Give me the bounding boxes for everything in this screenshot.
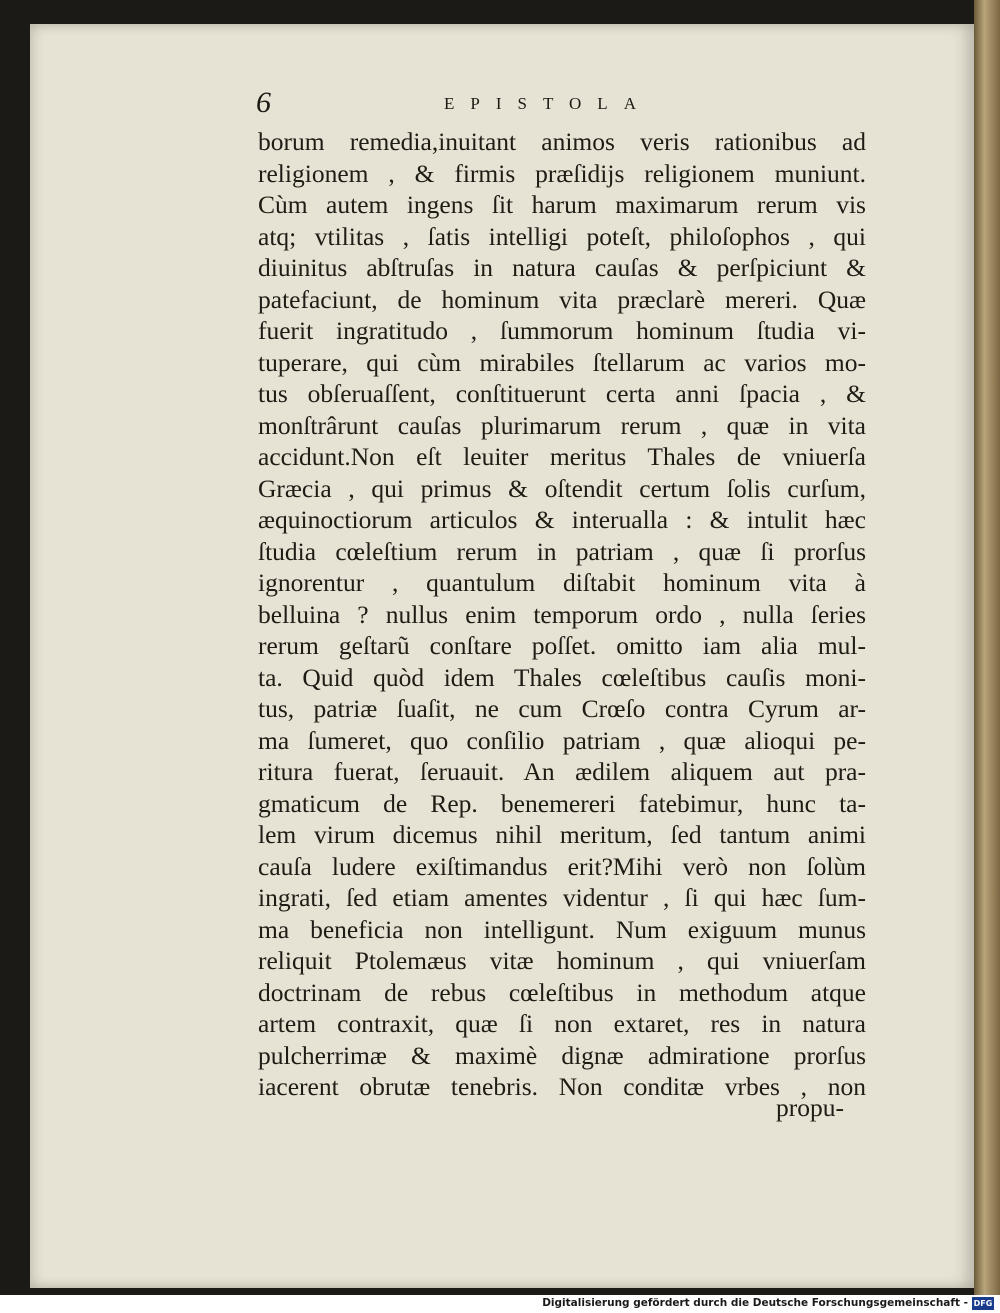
- text-line: monſtrârunt cauſas plurimarum rerum , quæ in vita: [258, 410, 866, 440]
- text-line: lem virum dicemus nihil meritum, ſed tantum animi: [258, 820, 866, 849]
- text-line: æquinoctiorum articulos & interualla : & intulit hæc: [258, 505, 866, 534]
- text-line: cauſa ludere exiſtimandus erit?Mihi verò non ſolùm: [258, 851, 866, 881]
- text-line: doctrinam de rebus cœleſtibus in methodum atque: [258, 977, 866, 1007]
- text-line: tuperare, qui cùm mirabiles ſtellarum ac varios mo-: [258, 347, 866, 377]
- text-line: fuerit ingratitudo , ſummorum hominum ſtudia vi-: [258, 316, 866, 345]
- footer-credit: Digitalisierung gefördert durch die Deutsche Forschungsgemeinschaft -: [542, 1297, 968, 1309]
- text-line: tus obſeruaſſent, conſtituerunt certa anni ſpacia , &: [258, 379, 866, 408]
- text-line: tus, patriæ ſuaſit, ne cum Crœſo contra Cyrum ar-: [258, 694, 866, 723]
- text-line: belluina ? nullus enim temporum ordo , nulla ſeries: [258, 599, 866, 629]
- page-header: [252, 84, 864, 124]
- text-line: pulcherrimæ & maximè dignæ admiratione prorſus: [258, 1040, 866, 1070]
- text-line: ta. Quid quòd idem Thales cœleſtibus cauſis moni-: [258, 662, 866, 692]
- text-line: ritura fuerat, ſeruauit. An ædilem aliquem aut pra-: [258, 757, 866, 786]
- text-line: ingrati, ſed etiam amentes videntur , ſi qui hæc ſum-: [258, 883, 866, 912]
- text-line: ma ſumeret, quo conſilio patriam , quæ alioqui pe-: [258, 725, 866, 755]
- text-line: borum remedia,inuitant animos veris rationibus ad: [258, 127, 866, 156]
- text-line: ignorentur , quantulum diſtabit hominum vita à: [258, 568, 866, 597]
- text-line: atq; vtilitas , ſatis intelligi poteſt, philoſophos , qui: [258, 221, 866, 251]
- text-line: diuinitus abſtruſas in natura cauſas & perſpiciunt &: [258, 253, 866, 282]
- text-line: artem contraxit, quæ ſi non extaret, res in natura: [258, 1009, 866, 1038]
- running-head: EPISTOLA: [444, 94, 652, 113]
- text-line: accidunt.Non eſt leuiter meritus Thales de vniuerſa: [258, 442, 866, 471]
- dfg-logo: DFG: [973, 1299, 993, 1308]
- text-line: ſtudia cœleſtium rerum in patriam , quæ ſi prorſus: [258, 536, 866, 566]
- text-line: Græcia , qui primus & oſtendit certum ſolis curſum,: [258, 473, 866, 503]
- text-line: religionem , & firmis præſidijs religionem muniunt.: [258, 158, 866, 188]
- text-line: reliquit Ptolemæus vitæ hominum , qui vniuerſam: [258, 946, 866, 975]
- text-line: gmaticum de Rep. benemereri fatebimur, hunc ta-: [258, 788, 866, 818]
- book-spine-edge: [974, 0, 1000, 1295]
- text-line: patefaciunt, de hominum vita præclarè mereri. Quæ: [258, 284, 866, 314]
- text-line: iacerent obrutæ tenebris. Non conditæ vrbes , non: [258, 1072, 866, 1101]
- text-line: Cùm autem ingens ſit harum maximarum rerum vis: [258, 190, 866, 219]
- catchword: propu-: [776, 1093, 844, 1122]
- text-line: ma beneficia non intelligunt. Num exiguum munus: [258, 914, 866, 944]
- body-text: [258, 126, 866, 1103]
- page-number: 6: [256, 86, 271, 119]
- text-line: rerum geſtarũ conſtare poſſet. omitto iam alia mul-: [258, 631, 866, 660]
